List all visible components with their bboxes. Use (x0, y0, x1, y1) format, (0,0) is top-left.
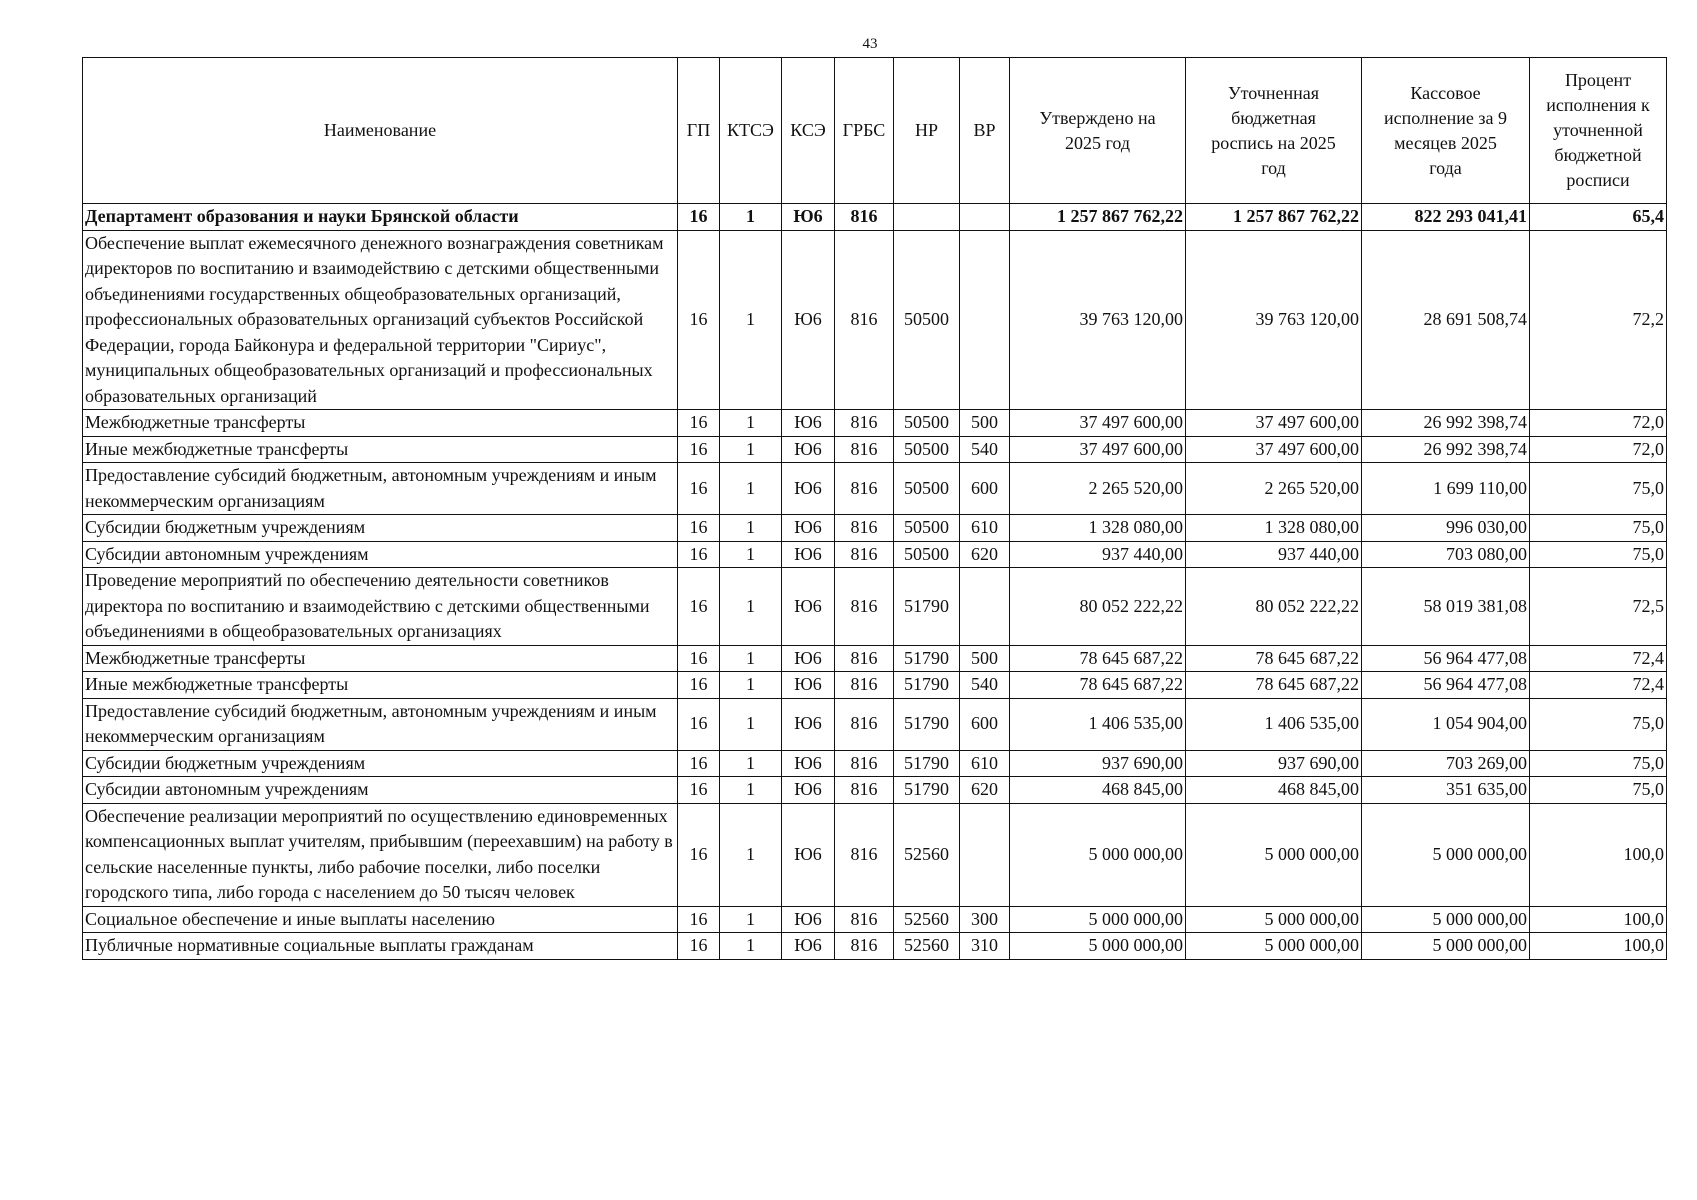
header-percent: Процент исполнения к уточненной бюджетной росписи (1530, 58, 1667, 204)
header-grbs: ГРБС (835, 58, 894, 204)
row-grbs: 816 (835, 230, 894, 410)
row-gp: 16 (678, 515, 720, 542)
table-row (83, 410, 1667, 437)
row-name: Предоставление субсидий бюджетным, автономным учреждениям и иным некоммерческим организациям (83, 463, 678, 515)
row-gp: 16 (678, 541, 720, 568)
row-percent: 75,0 (1530, 777, 1667, 804)
row-percent: 75,0 (1530, 698, 1667, 750)
row-nr: 50500 (894, 515, 960, 542)
table-row (83, 750, 1667, 777)
row-revised: 37 497 600,00 (1186, 436, 1362, 463)
row-percent: 100,0 (1530, 803, 1667, 906)
row-grbs: 816 (835, 803, 894, 906)
header-kse: КСЭ (782, 58, 835, 204)
row-percent: 75,0 (1530, 541, 1667, 568)
row-revised: 78 645 687,22 (1186, 672, 1362, 699)
row-kse: Ю6 (782, 750, 835, 777)
row-vr: 540 (960, 672, 1010, 699)
row-grbs: 816 (835, 515, 894, 542)
row-revised: 468 845,00 (1186, 777, 1362, 804)
row-kse: Ю6 (782, 436, 835, 463)
row-gp: 16 (678, 750, 720, 777)
row-nr: 51790 (894, 645, 960, 672)
row-nr: 50500 (894, 463, 960, 515)
row-approved: 80 052 222,22 (1010, 568, 1186, 646)
row-approved: 1 406 535,00 (1010, 698, 1186, 750)
row-vr: 600 (960, 698, 1010, 750)
row-gp: 16 (678, 645, 720, 672)
row-name: Субсидии автономным учреждениям (83, 541, 678, 568)
row-vr: 610 (960, 515, 1010, 542)
row-vr: 600 (960, 463, 1010, 515)
row-kse: Ю6 (782, 906, 835, 933)
row-nr: 51790 (894, 777, 960, 804)
row-grbs: 816 (835, 463, 894, 515)
row-ktse: 1 (720, 672, 782, 699)
header-approved: Утверждено на 2025 год (1010, 58, 1186, 204)
row-kse: Ю6 (782, 672, 835, 699)
table-row (83, 436, 1667, 463)
row-percent: 72,0 (1530, 410, 1667, 437)
row-name: Субсидии автономным учреждениям (83, 777, 678, 804)
table-row (83, 933, 1667, 960)
row-percent: 72,4 (1530, 645, 1667, 672)
row-vr: 500 (960, 645, 1010, 672)
row-cash: 1 699 110,00 (1362, 463, 1530, 515)
row-cash: 5 000 000,00 (1362, 803, 1530, 906)
row-approved: 2 265 520,00 (1010, 463, 1186, 515)
table-row (83, 906, 1667, 933)
row-name: Обеспечение выплат ежемесячного денежного вознаграждения советникам директоров по воспитанию и взаимодействию с детскими общественными объединениями государственных общеобразовательных организаций, профессиональных образовательных организаций субъектов Российской Федерации, города Байконура и федеральной территории "Сириус", муниципальных общеобразовательных организаций и профессиональных образовательных организаций (83, 230, 678, 410)
row-cash: 351 635,00 (1362, 777, 1530, 804)
row-nr: 50500 (894, 230, 960, 410)
row-nr: 52560 (894, 933, 960, 960)
row-revised: 1 328 080,00 (1186, 515, 1362, 542)
row-approved: 937 690,00 (1010, 750, 1186, 777)
table-row (83, 541, 1667, 568)
row-cash: 996 030,00 (1362, 515, 1530, 542)
row-vr: 300 (960, 906, 1010, 933)
row-cash: 56 964 477,08 (1362, 672, 1530, 699)
row-ktse: 1 (720, 933, 782, 960)
row-ktse: 1 (720, 777, 782, 804)
row-ktse: 1 (720, 436, 782, 463)
row-approved: 1 257 867 762,22 (1010, 204, 1186, 231)
row-vr: 540 (960, 436, 1010, 463)
row-name: Иные межбюджетные трансферты (83, 672, 678, 699)
row-revised: 1 257 867 762,22 (1186, 204, 1362, 231)
row-nr: 50500 (894, 541, 960, 568)
row-ktse: 1 (720, 410, 782, 437)
header-cash: Кассовое исполнение за 9 месяцев 2025 года (1362, 58, 1530, 204)
header-name: Наименование (83, 58, 678, 204)
row-kse: Ю6 (782, 463, 835, 515)
header-gp: ГП (678, 58, 720, 204)
row-name: Обеспечение реализации мероприятий по осуществлению единовременных компенсационных выплат учителям, прибывшим (переехавшим) на работу в сельские населенные пункты, либо рабочие поселки, либо поселки городского типа, либо города с населением до 50 тысяч человек (83, 803, 678, 906)
row-percent: 65,4 (1530, 204, 1667, 231)
row-nr: 50500 (894, 410, 960, 437)
row-nr: 52560 (894, 803, 960, 906)
table-row (83, 777, 1667, 804)
row-kse: Ю6 (782, 541, 835, 568)
row-name: Социальное обеспечение и иные выплаты населению (83, 906, 678, 933)
row-gp: 16 (678, 672, 720, 699)
table-row (83, 698, 1667, 750)
row-vr: 620 (960, 541, 1010, 568)
row-vr: 500 (960, 410, 1010, 437)
row-cash: 56 964 477,08 (1362, 645, 1530, 672)
row-vr (960, 803, 1010, 906)
header-revised: Уточненная бюджетная роспись на 2025 год (1186, 58, 1362, 204)
page-number: 43 (862, 36, 878, 52)
row-approved: 1 328 080,00 (1010, 515, 1186, 542)
row-grbs: 816 (835, 698, 894, 750)
row-vr: 310 (960, 933, 1010, 960)
row-cash: 28 691 508,74 (1362, 230, 1530, 410)
row-kse: Ю6 (782, 777, 835, 804)
row-kse: Ю6 (782, 645, 835, 672)
row-name: Субсидии бюджетным учреждениям (83, 515, 678, 542)
row-cash: 5 000 000,00 (1362, 906, 1530, 933)
row-name: Межбюджетные трансферты (83, 645, 678, 672)
row-grbs: 816 (835, 568, 894, 646)
row-percent: 72,2 (1530, 230, 1667, 410)
row-cash: 5 000 000,00 (1362, 933, 1530, 960)
row-kse: Ю6 (782, 698, 835, 750)
row-ktse: 1 (720, 515, 782, 542)
row-vr (960, 568, 1010, 646)
table-row (83, 672, 1667, 699)
row-cash: 822 293 041,41 (1362, 204, 1530, 231)
row-gp: 16 (678, 410, 720, 437)
row-name: Публичные нормативные социальные выплаты гражданам (83, 933, 678, 960)
row-vr: 620 (960, 777, 1010, 804)
row-nr: 50500 (894, 436, 960, 463)
row-gp: 16 (678, 698, 720, 750)
row-grbs: 816 (835, 750, 894, 777)
row-kse: Ю6 (782, 410, 835, 437)
row-gp: 16 (678, 933, 720, 960)
row-revised: 2 265 520,00 (1186, 463, 1362, 515)
row-name: Иные межбюджетные трансферты (83, 436, 678, 463)
row-percent: 75,0 (1530, 463, 1667, 515)
row-name: Предоставление субсидий бюджетным, автономным учреждениям и иным некоммерческим организациям (83, 698, 678, 750)
row-kse: Ю6 (782, 230, 835, 410)
row-name: Департамент образования и науки Брянской области (83, 204, 678, 231)
row-revised: 39 763 120,00 (1186, 230, 1362, 410)
row-nr (894, 204, 960, 231)
table-row (83, 463, 1667, 515)
row-nr: 51790 (894, 568, 960, 646)
row-cash: 26 992 398,74 (1362, 410, 1530, 437)
table-body (83, 204, 1667, 960)
table-header (83, 58, 1667, 204)
row-vr: 610 (960, 750, 1010, 777)
row-grbs: 816 (835, 906, 894, 933)
table-row (83, 645, 1667, 672)
row-approved: 78 645 687,22 (1010, 672, 1186, 699)
row-nr: 52560 (894, 906, 960, 933)
row-ktse: 1 (720, 541, 782, 568)
row-nr: 51790 (894, 750, 960, 777)
header-ktse: КТСЭ (720, 58, 782, 204)
row-gp: 16 (678, 463, 720, 515)
row-gp: 16 (678, 204, 720, 231)
row-cash: 26 992 398,74 (1362, 436, 1530, 463)
row-name: Проведение мероприятий по обеспечению деятельности советников директора по воспитанию и взаимодействию с детскими общественными объединениями в общеобразовательных организациях (83, 568, 678, 646)
row-approved: 937 440,00 (1010, 541, 1186, 568)
row-gp: 16 (678, 803, 720, 906)
row-cash: 58 019 381,08 (1362, 568, 1530, 646)
row-grbs: 816 (835, 541, 894, 568)
row-ktse: 1 (720, 750, 782, 777)
row-grbs: 816 (835, 436, 894, 463)
row-gp: 16 (678, 906, 720, 933)
table-row (83, 568, 1667, 646)
row-grbs: 816 (835, 777, 894, 804)
row-revised: 5 000 000,00 (1186, 803, 1362, 906)
row-grbs: 816 (835, 672, 894, 699)
row-cash: 703 080,00 (1362, 541, 1530, 568)
row-percent: 100,0 (1530, 933, 1667, 960)
row-name: Межбюджетные трансферты (83, 410, 678, 437)
row-grbs: 816 (835, 204, 894, 231)
row-revised: 5 000 000,00 (1186, 933, 1362, 960)
row-grbs: 816 (835, 933, 894, 960)
row-percent: 72,4 (1530, 672, 1667, 699)
row-revised: 937 690,00 (1186, 750, 1362, 777)
row-kse: Ю6 (782, 204, 835, 231)
row-ktse: 1 (720, 463, 782, 515)
row-revised: 1 406 535,00 (1186, 698, 1362, 750)
row-kse: Ю6 (782, 803, 835, 906)
budget-table (82, 57, 1667, 960)
row-nr: 51790 (894, 698, 960, 750)
row-ktse: 1 (720, 803, 782, 906)
row-cash: 703 269,00 (1362, 750, 1530, 777)
row-grbs: 816 (835, 645, 894, 672)
row-ktse: 1 (720, 645, 782, 672)
row-percent: 72,0 (1530, 436, 1667, 463)
row-gp: 16 (678, 568, 720, 646)
row-kse: Ю6 (782, 568, 835, 646)
row-percent: 72,5 (1530, 568, 1667, 646)
row-gp: 16 (678, 777, 720, 804)
row-cash: 1 054 904,00 (1362, 698, 1530, 750)
row-percent: 100,0 (1530, 906, 1667, 933)
row-name: Субсидии бюджетным учреждениям (83, 750, 678, 777)
row-ktse: 1 (720, 906, 782, 933)
table-row (83, 204, 1667, 231)
row-revised: 37 497 600,00 (1186, 410, 1362, 437)
row-approved: 37 497 600,00 (1010, 436, 1186, 463)
row-vr (960, 204, 1010, 231)
row-ktse: 1 (720, 204, 782, 231)
table-row (83, 230, 1667, 410)
row-percent: 75,0 (1530, 515, 1667, 542)
row-approved: 78 645 687,22 (1010, 645, 1186, 672)
row-approved: 37 497 600,00 (1010, 410, 1186, 437)
row-approved: 5 000 000,00 (1010, 933, 1186, 960)
row-revised: 937 440,00 (1186, 541, 1362, 568)
row-gp: 16 (678, 230, 720, 410)
header-vr: ВР (960, 58, 1010, 204)
row-approved: 468 845,00 (1010, 777, 1186, 804)
row-approved: 5 000 000,00 (1010, 906, 1186, 933)
row-percent: 75,0 (1530, 750, 1667, 777)
table-row (83, 515, 1667, 542)
row-ktse: 1 (720, 230, 782, 410)
row-revised: 5 000 000,00 (1186, 906, 1362, 933)
row-revised: 78 645 687,22 (1186, 645, 1362, 672)
row-grbs: 816 (835, 410, 894, 437)
row-revised: 80 052 222,22 (1186, 568, 1362, 646)
row-ktse: 1 (720, 568, 782, 646)
row-kse: Ю6 (782, 515, 835, 542)
row-approved: 5 000 000,00 (1010, 803, 1186, 906)
row-gp: 16 (678, 436, 720, 463)
row-approved: 39 763 120,00 (1010, 230, 1186, 410)
header-nr: НР (894, 58, 960, 204)
row-vr (960, 230, 1010, 410)
row-ktse: 1 (720, 698, 782, 750)
row-kse: Ю6 (782, 933, 835, 960)
row-nr: 51790 (894, 672, 960, 699)
table-row (83, 803, 1667, 906)
